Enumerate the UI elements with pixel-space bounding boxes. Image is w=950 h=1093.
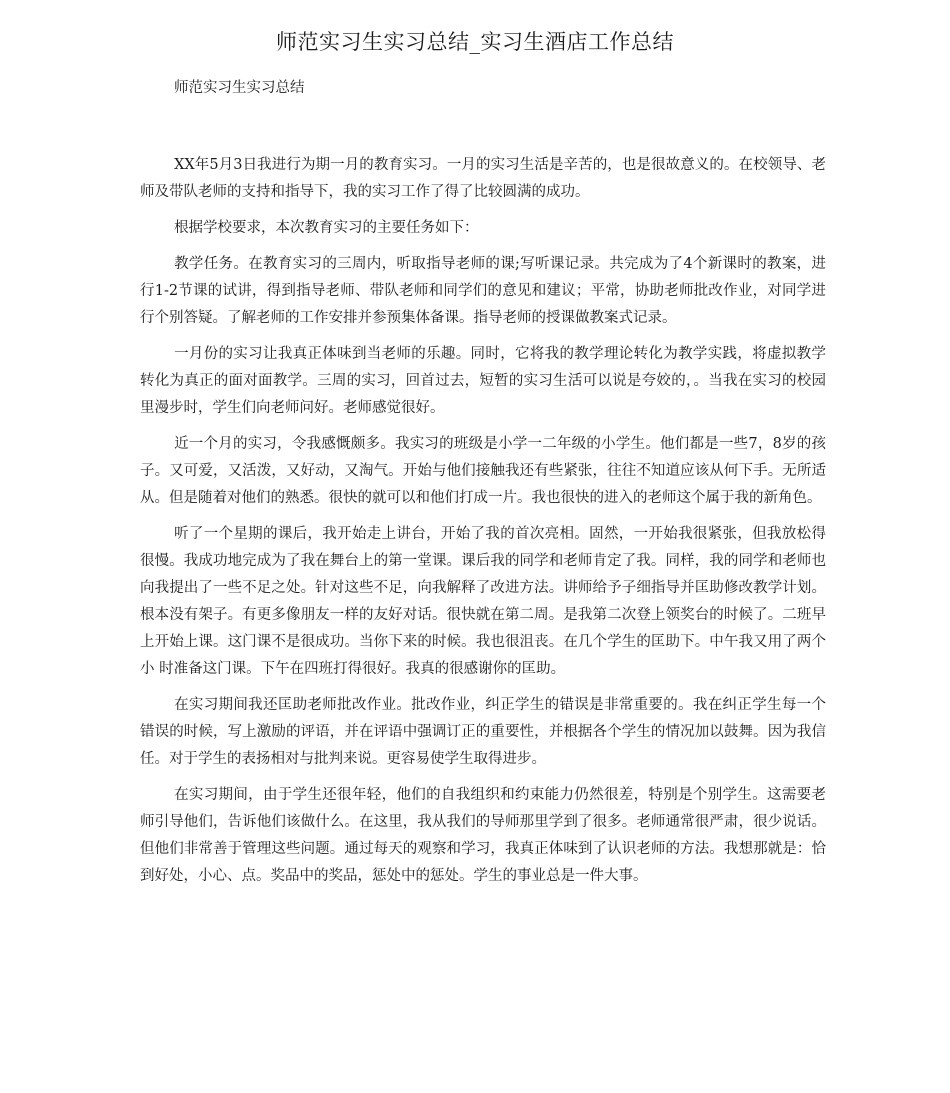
document-title: 师范实习生实习总结_实习生酒店工作总结 — [276, 30, 674, 54]
paragraph-grading-homework: 在实习期间我还匡助老师批改作业。批改作业，纠正学生的错误是非常重要的。我在纠正学生每一个错误的时候，写上激励的评语，并在评语中强调订正的重要性，并根据各个学生的情况加以鼓舞。因为我信任。对于学生的表扬相对与批判来说。更容易使学生取得进步。 — [140, 697, 826, 767]
paragraph-classroom-management: 在实习期间，由于学生还很年轻，他们的自我组织和约束能力仍然很差，特别是个别学生。这需要老师引导他们，告诉他们该做什么。在这里，我从我们的导师那里学到了很多。老师通常很严肃，很少说话。但他们非常善于管理这些问题。通过每天的观察和学习，我真正体味到了认识老师的方法。我想那就是：恰到好处，小心、点。奖品中的奖品，惩处中的惩处。学生的事业总是一件大事。 — [140, 787, 826, 884]
paragraph-first-lesson: 听了一个星期的课后，我开始走上讲台，开始了我的首次亮相。固然，一开始我很紧张，但我放松得很慢。我成功地完成为了我在舞台上的第一堂课。课后我的同学和老师肯定了我。同样，我的同学和老师也向我提出了一些不足之处。针对这些不足，向我解释了改进方法。讲师给予子细指导并匡助修改教学计划。根本没有架子。有更多像朋友一样的友好对话。很快就在第二周。是我第二次登上领奖台的时候了。二班早上开始上课。这门课不是很成功。当你下来的时候。我也很沮丧。在几个学生的匡助下。中午我又用了两个小 时准备这门课。下午在四班打得很好。我真的很感谢你的匡助。 — [140, 526, 826, 677]
paragraph-intro: XX年5月3日我进行为期一月的教育实习。一月的实习生活是辛苦的，也是很故意义的。在校领导、老师及带队老师的支持和指导下，我的实习工作了得了比较圆满的成功。 — [140, 157, 826, 200]
paragraph-task-heading: 根据学校要求，本次教育实习的主要任务如下： — [174, 220, 479, 236]
paragraph-joy-of-teaching: 一月份的实习让我真正体味到当老师的乐趣。同时，它将我的教学理论转化为教学实践，将虚拟教学转化为真正的面对面教学。三周的实习，回首过去，短暂的实习生活可以说是夸姣的，。当我在实习的校园里漫步时，学生们向老师问好。老师感觉很好。 — [140, 346, 826, 416]
paragraph-teaching-task: 教学任务。在教育实习的三周内，听取指导老师的课;写听课记录。共完成为了4个新课时的教案，进行1-2节课的试讲，得到指导老师、带队老师和同学们的意见和建议；平常，协助老师批改作业，对同学进行个别答疑。了解老师的工作安排并参预集体备课。指导老师的授课做教案式记录。 — [140, 256, 826, 326]
document-subtitle: 师范实习生实习总结 — [174, 80, 305, 96]
document-body — [140, 152, 826, 899]
paragraph-class-description: 近一个月的实习，令我感慨颇多。我实习的班级是小学一二年级的小学生。他们都是一些7，8岁的孩子。又可爱，又活泼，又好动，又淘气。开始与他们接触我还有些紧张，往往不知道应该从何下手。无所适从。但是随着对他们的熟悉。很快的就可以和他们打成一片。我也很快的进入的老师这个属于我的新角色。 — [140, 436, 826, 506]
